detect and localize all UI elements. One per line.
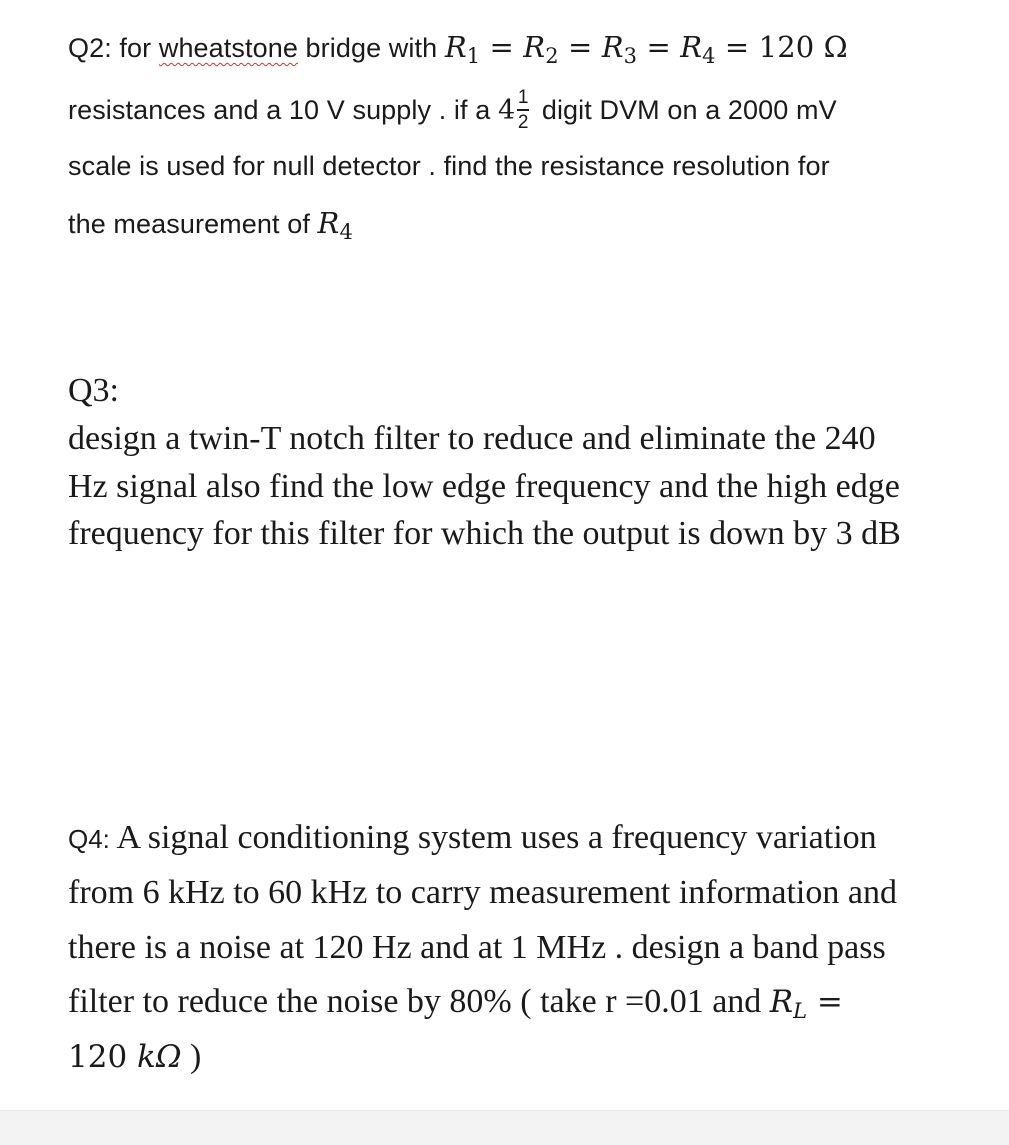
q3-label: Q3: bbox=[68, 372, 119, 409]
q3-line-1: design a twin-T notch filter to reduce and eliminate the 240 bbox=[68, 420, 876, 457]
q4-line-1-text: A signal conditioning system uses a frequency variation bbox=[109, 819, 877, 856]
q2-line-4 bbox=[68, 206, 353, 244]
q4-line-4 bbox=[68, 983, 843, 1023]
resistance-equation: $R_1 = R_2 = R_3 = R_4 = 120$ Ω bbox=[444, 30, 848, 68]
q3-line-2: Hz signal also find the low edge frequency and the high edge bbox=[68, 468, 900, 505]
q4-label: Q4: bbox=[68, 824, 110, 854]
q2-mid: bridge with bbox=[297, 33, 445, 63]
q2-line-4-text: the measurement of bbox=[68, 209, 318, 239]
spelling-flagged-word: wheatstone bbox=[158, 33, 298, 63]
q2-line-2-after: digit DVM on a 2000 mV bbox=[534, 94, 837, 125]
dvm-digit-fraction bbox=[517, 88, 529, 132]
q2-prefix: Q2: for bbox=[68, 33, 159, 63]
q2-line-3: scale is used for null detector . find the resistance resolution for bbox=[68, 151, 830, 181]
q4-line-2: from 6 kHz to 60 kHz to carry measurement information and bbox=[68, 874, 897, 911]
q4-line-3: there is a noise at 120 Hz and at 1 MHz . design a band pass bbox=[68, 929, 886, 966]
fraction-bar bbox=[517, 109, 529, 111]
q2-line-2 bbox=[68, 87, 837, 134]
dvm-digit-whole: 4 bbox=[497, 94, 516, 126]
q4-line-4-text: filter to reduce the noise by 80% ( take r =0.01 and bbox=[68, 983, 770, 1020]
q2-line-1 bbox=[68, 30, 848, 68]
fraction-denominator: 2 bbox=[517, 111, 529, 133]
q4-line-5 bbox=[68, 1038, 201, 1076]
q2-line-2-before: resistances and a 10 V supply . if a bbox=[68, 94, 498, 125]
q4-line-1 bbox=[68, 819, 877, 857]
r4-variable: $R_4$ bbox=[317, 206, 353, 244]
page-bottom-strip bbox=[0, 1110, 1009, 1145]
rl-variable: $R_L$ = bbox=[769, 984, 843, 1023]
load-resistance-value: 120 kΩ bbox=[68, 1039, 182, 1075]
fraction-numerator: 1 bbox=[517, 87, 529, 108]
closing-paren: ) bbox=[181, 1038, 202, 1075]
q3-line-3: frequency for this filter for which the output is down by 3 dB bbox=[68, 515, 901, 552]
